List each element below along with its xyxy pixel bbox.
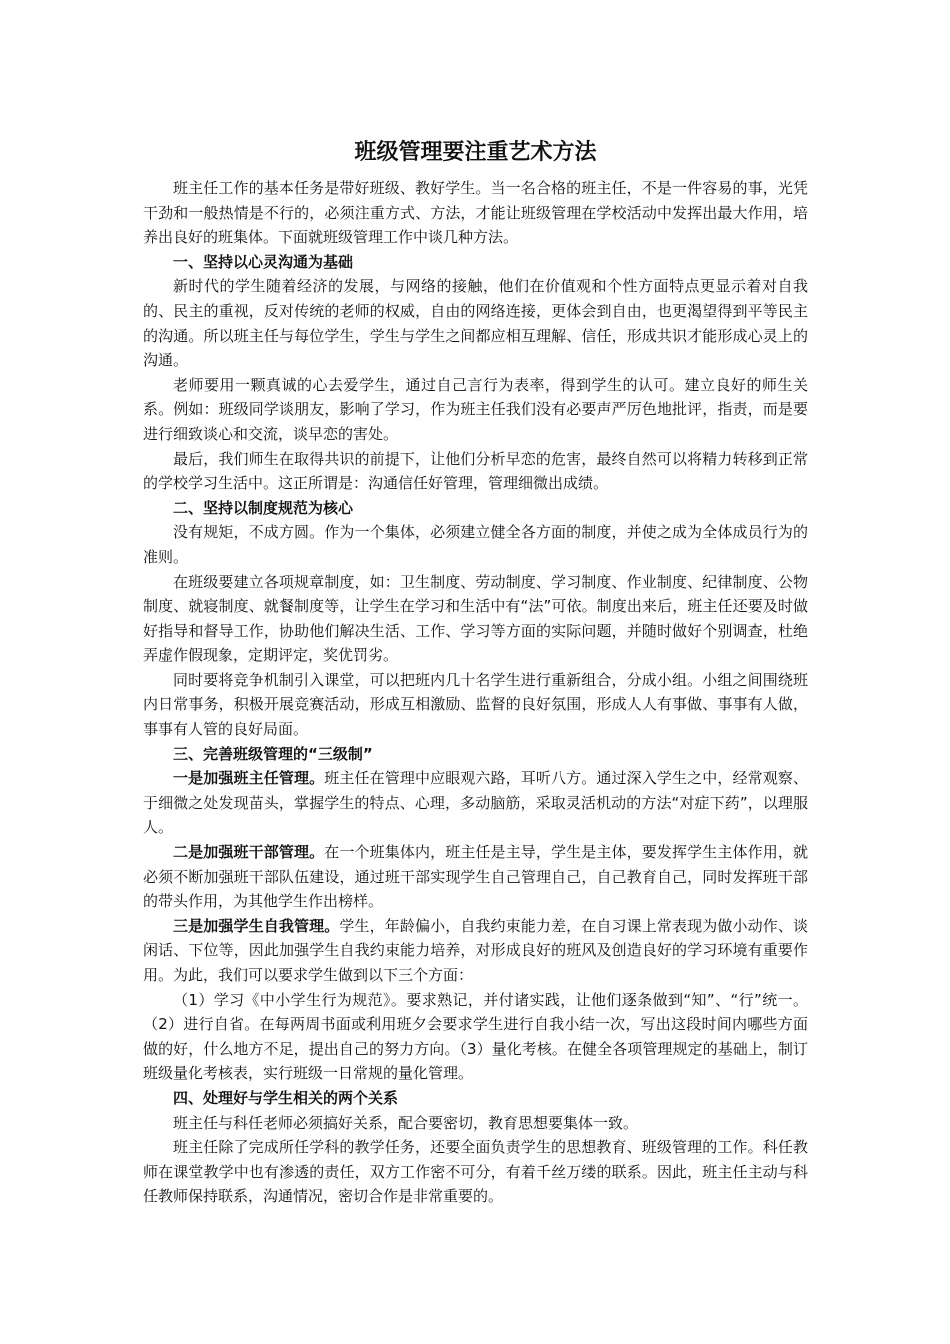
intro-paragraph: 班主任工作的基本任务是带好班级、教好学生。当一名合格的班主任，不是一件容易的事，光凭干劲和一般热情是不行的，必须注重方式、方法，才能让班级管理在学校活动中发挥出最大作用，培养出良好的班集体。下面就班级管理工作中谈几种方法。 bbox=[143, 179, 808, 247]
section-3-paragraph-3 bbox=[143, 914, 808, 988]
section-3-lead-3: 三是加强学生自我管理。 bbox=[173, 916, 340, 935]
section-3-lead-2: 二是加强班干部管理。 bbox=[173, 843, 325, 862]
section-3-heading: 三、完善班级管理的“三级制” bbox=[173, 744, 373, 763]
section-1-paragraph-1: 新时代的学生随着经济的发展，与网络的接触，他们在价值观和个性方面特点更显示着对自我的、民主的重视，反对传统的老师的权威，自由的网络连接，更体会到自由，也更渴望得到平等民主的沟通。所以班主任与每位学生，学生与学生之间都应相互理解、信任，形成共识才能形成心灵上的沟通。 bbox=[143, 277, 808, 370]
section-3-paragraph-4: （1）学习《中小学生行为规范》。要求熟记，并付诸实践，让他们逐条做到“知”、“行”统一。（2）进行自省。在每两周书面或利用班夕会要求学生进行自我小结一次，写出这段时间内哪些方面做的好，什么地方不足，提出自己的努力方向。（3）量化考核。在健全各项管理规定的基础上，制订班级量化考核表，实行班级一日常规的量化管理。 bbox=[143, 990, 808, 1083]
section-2-heading: 二、坚持以制度规范为核心 bbox=[173, 498, 354, 517]
section-1-heading: 一、坚持以心灵沟通为基础 bbox=[173, 252, 354, 271]
section-3-lead-1: 一是加强班主任管理。 bbox=[173, 769, 325, 788]
section-4-paragraph-2: 班主任除了完成所任学科的教学任务，还要全面负责学生的思想教育、班级管理的工作。科任教师在课堂教学中也有渗透的责任，双方工作密不可分，有着千丝万缕的联系。因此，班主任主动与科任教师保持联系，沟通情况，密切合作是非常重要的。 bbox=[143, 1138, 808, 1206]
section-3-paragraph-2 bbox=[143, 840, 808, 914]
section-4-paragraph-1: 班主任与科任老师必须搞好关系，配合要密切，教育思想要集体一致。 bbox=[173, 1113, 639, 1132]
section-2-paragraph-2: 在班级要建立各项规章制度，如：卫生制度、劳动制度、学习制度、作业制度、纪律制度、公物制度、就寝制度、就餐制度等，让学生在学习和生活中有“法”可依。制度出来后，班主任还要及时做好指导和督导工作，协助他们解决生活、工作、学习等方面的实际问题，并随时做好个别调查，杜绝弄虚作假现象，定期评定，奖优罚劣。 bbox=[143, 572, 808, 665]
section-3-text-1: 班主任在管理中应眼观六路，耳听八方。通过深入学生之中，经常观察、于细微之处发现苗头，掌握学生的特点、心理，多动脑筋，采取灵活机动的方法“对症下药”，以理服人。 bbox=[143, 769, 808, 837]
section-2-paragraph-1: 没有规矩，不成方圆。作为一个集体，必须建立健全各方面的制度，并使之成为全体成员行为的准则。 bbox=[143, 523, 808, 566]
document-title: 班级管理要注重艺术方法 bbox=[354, 140, 597, 165]
section-3-text-2: 在一个班集体内，班主任是主导，学生是主体，要发挥学生主体作用，就必须不断加强班干部队伍建设，通过班干部实现学生自己管理自己，自己教育自己，同时发挥班干部的带头作用，为其他学生作出榜样。 bbox=[143, 843, 808, 911]
section-1-paragraph-3: 最后，我们师生在取得共识的前提下，让他们分析早恋的危害，最终自然可以将精力转移到正常的学校学习生活中。这正所谓是：沟通信任好管理，管理细微出成绩。 bbox=[143, 449, 808, 493]
section-3-paragraph-1 bbox=[143, 766, 808, 840]
section-1-paragraph-2: 老师要用一颗真诚的心去爱学生，通过自己言行为表率，得到学生的认可。建立良好的师生关系。例如：班级同学谈朋友，影响了学习，作为班主任我们没有必要声严厉色地批评，指责，而是要进行细致谈心和交流，谈早恋的害处。 bbox=[143, 375, 808, 443]
section-2-paragraph-3: 同时要将竞争机制引入课堂，可以把班内几十名学生进行重新组合，分成小组。小组之间围绕班内日常事务，积极开展竞赛活动，形成互相激励、监督的良好氛围，形成人人有事做、事事有人做，事事有人管的良好局面。 bbox=[143, 670, 808, 739]
section-3-text-3: 学生，年龄偏小，自我约束能力差，在自习课上常表现为做小动作、谈闲话、下位等，因此加强学生自我约束能力培养，对形成良好的班风及创造良好的学习环境有重要作用。为此，我们可以要求学生做到以下三个方面： bbox=[143, 916, 808, 984]
section-4-heading: 四、处理好与学生相关的两个关系 bbox=[173, 1088, 399, 1107]
document-page bbox=[143, 138, 808, 1209]
